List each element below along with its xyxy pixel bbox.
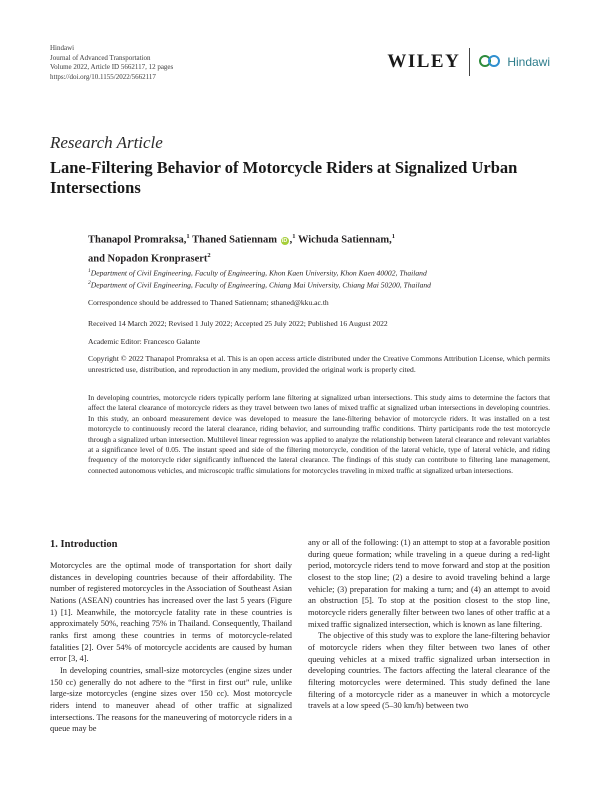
paragraph: Motorcycles are the optimal mode of transportation for short daily distances in developing countries because of their affordability. The number of registered motorcycles in the Association of Southeast Asian Nations (ASEAN) countries has increased over the last 5 years (Figure 1) [1]. Meanwhile, the motorcycle fatality rate in these countries is approximately 50%, reaching 75% in Thailand. Consequently, Thailand ranks first among these countries in terms of motorcycle-related fatalities [2]. Over 54% of motorcycle accidents are caused by human error [3, 4].	[50, 561, 292, 664]
publisher-logos	[387, 48, 550, 76]
affiliation: $^2$Department of Civil Engineering, Faculty of Engineering, Chiang Mai University, Chiang Mai 50200, Thailand	[88, 280, 431, 290]
publisher-name: Hindawi	[50, 44, 75, 52]
body-column-left	[50, 560, 292, 735]
copyright-notice: Copyright © 2022 Thanapol Promraksa et al. This is an open access article distributed under the Creative Commons Attribution License, which permits unrestricted use, distribution, and reproduction in any medium, provided the original work is properly cited.	[88, 354, 550, 374]
body-column-right	[308, 537, 550, 712]
journal-header	[50, 44, 173, 82]
hindawi-rings-icon	[479, 54, 503, 70]
correspondence: Correspondence should be addressed to Thaned Satiennam; sthaned@kku.ac.th	[88, 298, 329, 307]
journal-name: Journal of Advanced Transportation	[50, 53, 151, 62]
author-list: Thanapol Promraksa,$^1$ Thaned Satiennam iD ,$^1$ Wichuda Satiennam,$^1$ and Nopadon Kronprasert$^2$	[88, 233, 395, 265]
academic-editor: Academic Editor: Francesco Galante	[88, 337, 200, 346]
abstract: In developing countries, motorcycle riders typically perform lane filtering at signalized urban intersections. This study aims to determine the factors that affect the lateral clearance of motorcycle riders as they travel between two lanes of mixed traffic at signalized urban intersections in developing countries. In this study, an onboard measurement device was developed to measure the lane-filtering behavior of motorcycle riders. It was installed on a test motorcycle to continuously record the lateral clearance, riding behavior, and surrounding traffic conditions. Thirty participants rode the test motorcycle through a signalized urban intersection. Multilevel linear regression was applied to analyze the relationship between lateral clearance and relevant variables at a significance level of 0.05. The instant speed and side of the filtering motorcycle, condition of the lateral vehicle, type of lateral vehicle, and riding frequency of the motorcycle rider significantly influenced the lateral clearance. The findings of this study can contribute to filtering lane management, connected autonomous vehicles, and microscopic traffic simulations for motorcycles traveling in mixed traffic at signalized urban intersections.	[88, 393, 550, 475]
section-heading: 1. Introduction	[50, 539, 118, 550]
article-title: Lane-Filtering Behavior of Motorcycle Riders at Signalized Urban Intersections	[50, 158, 518, 197]
paragraph: In developing countries, small-size motorcycles (engine sizes under 150 cc) generally do not adhere to the “first in first out” rule, unlike large-size motorcycles (engine sizes over 150 cc). Most motorcycle riders intend to maneuver ahead of other traffic at signalized intersections. The reasons for the maneuvering of motorcycle riders in a queue may be	[50, 665, 292, 734]
wiley-logo: WILEY	[387, 48, 470, 76]
author-name[interactable]: Wichuda Satiennam,	[297, 234, 392, 246]
paragraph: The objective of this study was to explore the lane-filtering behavior of motorcycle riders when they filter between two lanes of other queuing vehicles at a mixed traffic signalized urban intersection in developing countries. The factors affecting the lateral clearance of the filtering motorcycles were determined. This study defined the lane filtering of a motorcycle rider as a maneuver in which a motorcycle travels at a low speed (5–30 km/h) between two	[308, 631, 550, 711]
volume-line: Volume 2022, Article ID 5662117, 12 pages	[50, 63, 174, 71]
doi-link[interactable]: https://doi.org/10.1155/2022/5662117	[50, 72, 156, 81]
affiliation: $^1$Department of Civil Engineering, Faculty of Engineering, Khon Kaen University, Khon Kaen 40002, Thailand	[88, 268, 427, 278]
hindawi-logo-text: Hindawi	[507, 55, 550, 69]
orcid-icon[interactable]: iD	[281, 237, 288, 244]
article-type: Research Article	[50, 133, 163, 152]
hindawi-logo	[470, 54, 550, 70]
author-name[interactable]: Thaned Satiennam	[192, 234, 278, 246]
article-dates: Received 14 March 2022; Revised 1 July 2022; Accepted 25 July 2022; Published 16 August 2022	[88, 319, 388, 328]
author-name[interactable]: Thanapol Promraksa,	[88, 234, 187, 246]
author-name[interactable]: and Nopadon Kronprasert	[88, 253, 208, 265]
paragraph: any or all of the following: (1) an attempt to stop at a favorable position during queue formation; while traveling in a queue during a red-light period, motorcycle riders tend to move forward and stop at the position closest to the stop line; (2) a desire to avoid traveling behind a large vehicle; (3) preparation for making a turn; and (4) an attempt to avoid an obstruction [5]. To stop at the position closest to the stop line, motorcycle riders generally filter between two lanes of other traffic at a mixed traffic signalized intersection, which is known as lane filtering.	[308, 538, 550, 629]
